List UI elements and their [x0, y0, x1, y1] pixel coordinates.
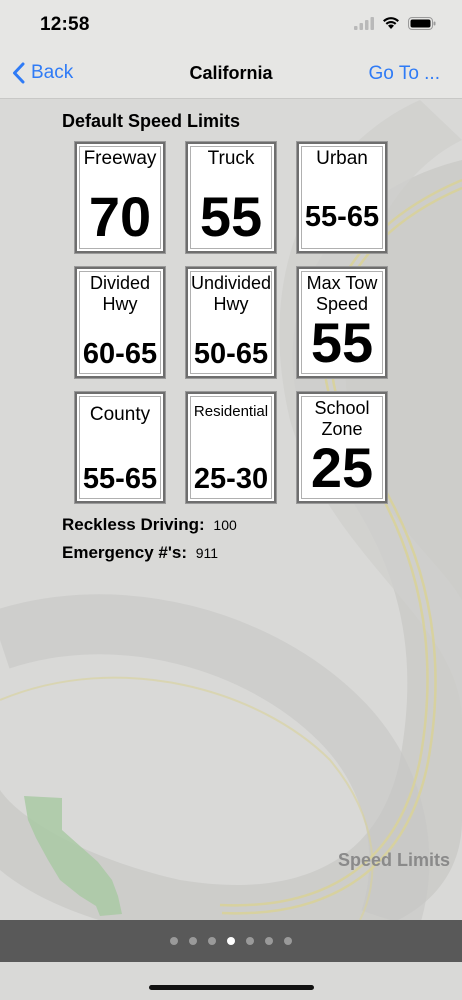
sign-urban	[297, 142, 387, 253]
sign-value: 55-65	[304, 201, 380, 233]
page-dot[interactable]	[265, 937, 273, 945]
sign-divided-hwy	[75, 267, 165, 378]
sign-label: Urban	[316, 148, 368, 169]
page-title: California	[189, 63, 273, 83]
signal-icon	[354, 17, 374, 30]
page-dot[interactable]	[246, 937, 254, 945]
reckless-driving-value: 100	[213, 517, 237, 533]
sign-label: Max Tow Speed	[306, 273, 378, 314]
section-title: Default Speed Limits	[62, 111, 241, 131]
sign-value: 55-65	[82, 463, 158, 495]
sign-label: School Zone	[314, 398, 370, 439]
sign-max-tow-speed	[297, 267, 387, 378]
sign-value: 70	[88, 185, 152, 248]
emergency-value: 911	[195, 545, 219, 561]
page-control[interactable]	[0, 920, 462, 962]
status-icons	[354, 16, 436, 30]
sign-undivided-hwy	[186, 267, 276, 378]
page-dot[interactable]	[208, 937, 216, 945]
page-dot[interactable]	[227, 937, 235, 945]
speed-limits-caption: Speed Limits	[337, 850, 450, 870]
sign-value: 25-30	[193, 463, 269, 495]
speed-sign-grid	[75, 142, 389, 503]
wifi-icon	[382, 16, 400, 30]
status-bar	[0, 0, 462, 50]
sign-value: 25	[310, 436, 374, 499]
sign-value: 55	[199, 185, 263, 248]
sign-label: Truck	[207, 148, 255, 169]
page-dot[interactable]	[284, 937, 292, 945]
reckless-driving-label: Reckless Driving:	[62, 515, 205, 534]
sign-county	[75, 392, 165, 503]
page-dot[interactable]	[189, 937, 197, 945]
sign-label: Undivided Hwy	[190, 273, 272, 314]
status-time: 12:58	[40, 14, 90, 35]
emergency-label: Emergency #'s:	[62, 543, 187, 562]
battery-icon	[408, 17, 436, 30]
sign-label: Freeway	[83, 148, 157, 169]
emergency-row	[62, 543, 218, 563]
sign-school-zone	[297, 392, 387, 503]
sign-value: 60-65	[82, 338, 158, 370]
back-label: Back	[31, 62, 74, 83]
home-indicator[interactable]	[149, 985, 314, 990]
sign-label: County	[89, 404, 151, 425]
page-dot[interactable]	[170, 937, 178, 945]
go-to-button[interactable]: Go To ...	[368, 63, 440, 84]
sign-truck	[186, 142, 276, 253]
reckless-driving-row	[62, 515, 237, 535]
sign-label: Divided Hwy	[89, 273, 151, 314]
sign-value: 50-65	[193, 338, 269, 370]
sign-freeway	[75, 142, 165, 253]
sign-label: Residential	[193, 403, 269, 420]
navigation-bar	[0, 50, 462, 99]
sign-residential	[186, 392, 276, 503]
sign-value: 55	[310, 311, 374, 374]
